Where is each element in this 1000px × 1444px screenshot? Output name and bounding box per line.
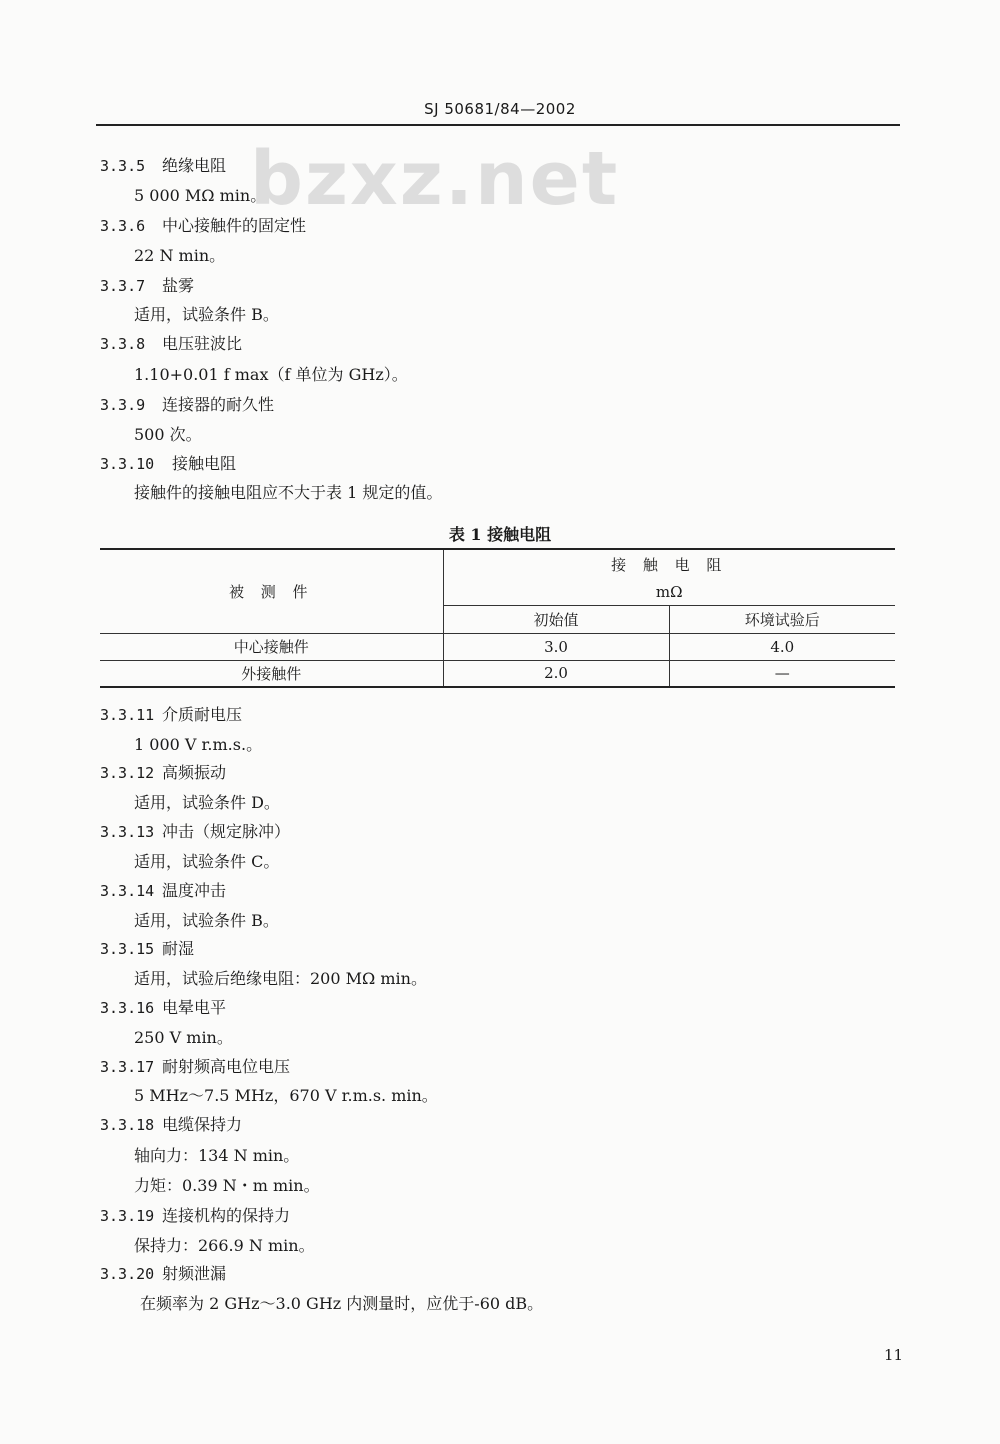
section-title: 电晕电平	[162, 998, 227, 1017]
section-heading	[100, 453, 236, 475]
section-number: 3.3.9	[100, 396, 146, 414]
section-number: 3.3.15	[100, 940, 155, 958]
section-title: 冲击（规定脉冲）	[162, 822, 291, 841]
section-title: 耐射频高电位电压	[162, 1057, 291, 1076]
section-title: 电压驻波比	[162, 334, 243, 353]
section-number: 3.3.14	[100, 882, 155, 900]
section-body: 在频率为 2 GHz～3.0 GHz 内测量时，应优于-60 dB。	[140, 1294, 544, 1313]
standard-code: SJ 50681/84—2002	[424, 100, 576, 118]
section-title: 电缆保持力	[162, 1115, 243, 1134]
cell-after-test: —	[669, 660, 895, 687]
section-title: 接触电阻	[172, 454, 237, 473]
section-title: 连接器的耐久性	[162, 395, 275, 414]
section-body: 1 000 V r.m.s.。	[134, 735, 263, 754]
section-title: 盐雾	[162, 276, 195, 295]
section-body: 接触件的接触电阻应不大于表 1 规定的值。	[134, 483, 443, 502]
section-number: 3.3.7	[100, 277, 146, 295]
section-body: 适用，试验条件 B。	[134, 305, 279, 324]
section-body: 5 MHz～7.5 MHz，670 V r.m.s. min。	[134, 1086, 438, 1105]
section-number: 3.3.8	[100, 335, 146, 353]
section-body: 5 000 MΩ min。	[134, 186, 267, 205]
section-body: 250 V min。	[134, 1028, 233, 1047]
section-heading	[100, 394, 274, 416]
section-number: 3.3.17	[100, 1058, 155, 1076]
section-heading	[100, 1114, 242, 1136]
section-heading	[100, 155, 226, 177]
section-title: 耐湿	[162, 939, 195, 958]
table-title: 表 1 接触电阻	[448, 525, 552, 544]
section-title: 高频振动	[162, 763, 227, 782]
watermark: bzxz.net	[250, 136, 620, 222]
column-header-tested: 被 测 件	[100, 549, 443, 633]
cell-initial: 2.0	[443, 660, 669, 687]
section-title: 介质耐电压	[162, 705, 243, 724]
section-heading	[100, 704, 242, 726]
section-number: 3.3.19	[100, 1207, 155, 1225]
section-heading	[100, 1205, 290, 1227]
section-heading	[100, 1263, 226, 1285]
section-body: 500 次。	[134, 425, 202, 444]
section-number: 3.3.13	[100, 823, 155, 841]
unit-label: mΩ	[443, 579, 895, 605]
section-title: 绝缘电阻	[162, 156, 227, 175]
cell-after-test: 4.0	[669, 633, 895, 660]
section-heading	[100, 821, 290, 843]
section-title: 温度冲击	[162, 881, 227, 900]
section-title: 中心接触件的固定性	[162, 216, 307, 235]
table-row	[100, 660, 895, 687]
section-heading	[100, 880, 226, 902]
table-row	[100, 633, 895, 660]
section-number: 3.3.5	[100, 157, 146, 175]
section-heading	[100, 938, 194, 960]
header-rule	[96, 124, 900, 126]
contact-resistance-table	[100, 548, 895, 688]
section-heading	[100, 1056, 290, 1078]
column-header-initial: 初始值	[443, 605, 669, 633]
section-heading	[100, 275, 194, 297]
section-body: 1.10+0.01 f max（f 单位为 GHz）。	[134, 365, 408, 384]
section-body: 力矩：0.39 N・m min。	[134, 1176, 320, 1195]
section-body: 适用，试验条件 D。	[134, 793, 280, 812]
section-number: 3.3.16	[100, 999, 155, 1017]
section-number: 3.3.12	[100, 764, 155, 782]
section-title: 连接机构的保持力	[162, 1206, 291, 1225]
section-body: 轴向力：134 N min。	[134, 1146, 300, 1165]
row-label: 外接触件	[100, 660, 443, 687]
section-number: 3.3.10	[100, 455, 155, 473]
section-number: 3.3.20	[100, 1265, 155, 1283]
cell-initial: 3.0	[443, 633, 669, 660]
section-heading	[100, 215, 306, 237]
column-header-after-test: 环境试验后	[669, 605, 895, 633]
section-number: 3.3.18	[100, 1116, 155, 1134]
section-heading	[100, 997, 226, 1019]
section-heading	[100, 762, 226, 784]
section-body: 适用，试验条件 B。	[134, 911, 279, 930]
section-number: 3.3.6	[100, 217, 146, 235]
section-body: 适用，试验后绝缘电阻：200 MΩ min。	[134, 969, 427, 988]
section-body: 保持力：266.9 N min。	[134, 1236, 315, 1255]
section-title: 射频泄漏	[162, 1264, 227, 1283]
section-body: 适用，试验条件 C。	[134, 852, 280, 871]
section-heading	[100, 333, 242, 355]
column-header-contact-resistance: 接 触 电 阻	[443, 549, 895, 579]
row-label: 中心接触件	[100, 633, 443, 660]
page-number: 11	[884, 1346, 904, 1364]
section-body: 22 N min。	[134, 246, 226, 265]
section-number: 3.3.11	[100, 706, 155, 724]
